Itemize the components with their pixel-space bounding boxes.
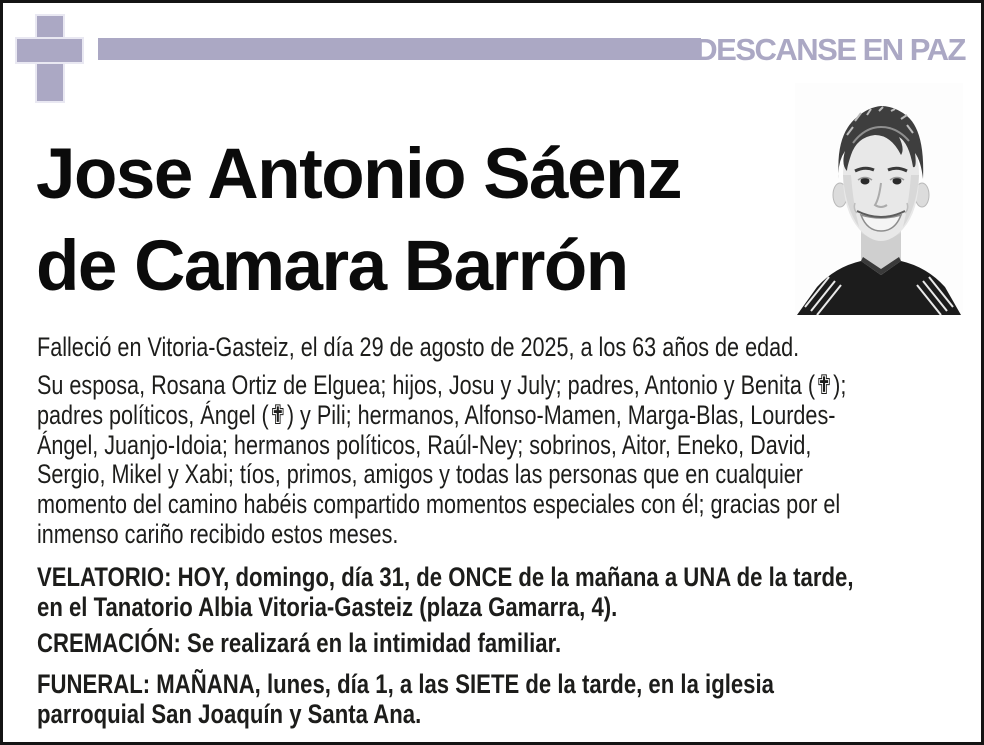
text-line: Sergio, Mikel y Xabi; tíos, primos, amigos y todas las personas que en cualquier [37,459,803,490]
cross-icon-horizontal-bar [15,37,84,64]
death-notice-paragraph [37,333,799,363]
text-line: VELATORIO: HOY, domingo, día 31, de ONCE de la mañana a UNA de la tarde, [37,562,854,592]
text-line: Falleció en Vitoria-Gasteiz, el día 29 de agosto de 2025, a los 63 años de edad. [37,332,800,362]
motto-text: DESCANSE EN PAZ [695,32,965,67]
text-line: padres políticos, Ángel (✟) y Pili; hermanos, Alfonso-Mamen, Marga-Blas, Lourdes- [37,399,836,430]
text-line: FUNERAL: MAÑANA, lunes, día 1, a las SIETE de la tarde, en la iglesia [37,669,774,699]
header-divider-bar [98,38,701,60]
deceased-name-line2: de Camara Barrón [36,227,628,306]
deceased-name-line1: Jose Antonio Sáenz [36,135,681,214]
funeral-paragraph [37,669,774,729]
velatorio-paragraph [37,562,853,622]
portrait-photo [795,83,963,315]
cremacion-paragraph [37,628,561,658]
text-line: parroquial San Joaquín y Santa Ana. [37,699,422,729]
family-paragraph [37,371,846,550]
text-line: momento del camino habéis compartido momentos especiales con él; gracias por el [37,489,841,520]
text-line: CREMACIÓN: Se realizará en la intimidad familiar. [37,628,562,658]
text-line: Ángel, Juanjo-Idoia; hermanos políticos, Raúl-Ney; sobrinos, Aitor, Eneko, David, [37,429,812,460]
deceased-name [36,129,681,313]
text-line: en el Tanatorio Albia Vitoria-Gasteiz (plaza Gamarra, 4). [37,592,618,622]
text-line: inmenso cariño recibido estos meses. [37,518,399,549]
text-line: Su esposa, Rosana Ortiz de Elguea; hijos, Josu y July; padres, Antonio y Benita (✟); [37,370,847,400]
